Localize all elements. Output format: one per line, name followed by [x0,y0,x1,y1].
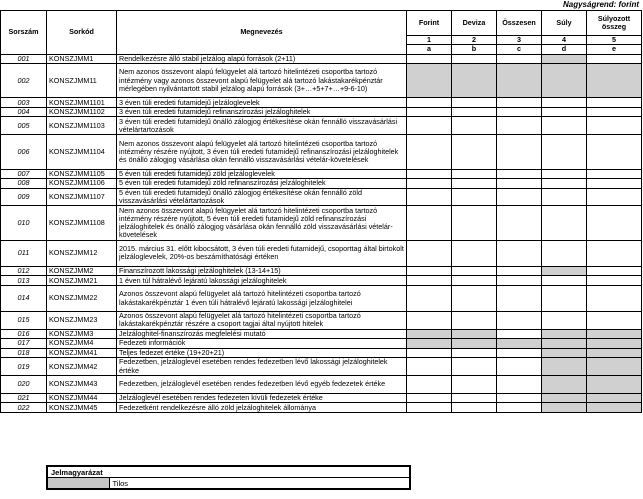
header-num-3: 3 [497,36,542,45]
cell-sulyozott[interactable] [587,169,642,179]
header-sorszam: Sorszám [1,11,47,55]
row-number: 013 [1,276,47,286]
row-number: 004 [1,107,47,117]
cell-deviza[interactable] [452,135,497,169]
cell-suly [542,339,587,349]
cell-sulyozott[interactable] [587,240,642,266]
report-table [0,10,642,413]
cell-forint[interactable] [407,135,452,169]
row-code: KONSZJMM42 [47,358,117,376]
legend-grey-label: Tilos [109,478,410,490]
cell-forint[interactable] [407,358,452,376]
cell-sulyozott[interactable] [587,266,642,276]
cell-deviza[interactable] [452,98,497,108]
row-code: KONSZJMM4 [47,339,117,349]
header-num-5: 5 [587,36,642,45]
header-megnevezes: Megnevezés [117,11,407,55]
cell-deviza[interactable] [452,266,497,276]
row-number: 015 [1,312,47,330]
cell-forint[interactable] [407,403,452,413]
header-col-deviza: Deviza [452,11,497,36]
cell-osszesen [497,339,542,349]
cell-suly[interactable] [542,135,587,169]
row-code: KONSZJMM2 [47,266,117,276]
cell-osszesen[interactable] [497,276,542,286]
cell-forint[interactable] [407,240,452,266]
cell-suly [542,54,587,64]
cell-forint[interactable] [407,266,452,276]
table-row [1,276,642,286]
row-code: KONSZJMM21 [47,276,117,286]
row-code: KONSZJMM1108 [47,206,117,240]
cell-forint [407,339,452,349]
cell-sulyozott [587,393,642,403]
cell-deviza[interactable] [452,188,497,206]
cell-sulyozott[interactable] [587,276,642,286]
cell-forint[interactable] [407,312,452,330]
row-code: KONSZJMM1107 [47,188,117,206]
row-code: KONSZJMM41 [47,348,117,358]
table-row [1,376,642,394]
legend-title: Jelmagyarázat [47,466,410,478]
cell-forint[interactable] [407,206,452,240]
row-code: KONSZJMM43 [47,376,117,394]
row-code: KONSZJMM1103 [47,117,117,135]
cell-sulyozott[interactable] [587,179,642,189]
row-code: KONSZJMM1101 [47,98,117,108]
row-code: KONSZJMM12 [47,240,117,266]
cell-forint[interactable] [407,376,452,394]
row-description: 3 éven túli eredeti futamidejű önálló zálogjog értékesítése okán fennálló visszavásárlási vételártartozások [117,117,407,135]
row-description: Azonos összevont alapú felügyelet alá tartozó hitelintézeti csoportba tartozó lakástakarékpénztár 1 éven túli hátralévő lejáratú lakossági jelzáloghitelei [117,285,407,311]
row-description: Jelzáloglevél esetében rendes fedezeten kívüli fedezetek értéke [117,393,407,403]
cell-sulyozott[interactable] [587,117,642,135]
cell-osszesen[interactable] [497,312,542,330]
cell-sulyozott [587,339,642,349]
cell-forint[interactable] [407,107,452,117]
table-row [1,285,642,311]
row-number: 008 [1,179,47,189]
table-row [1,117,642,135]
row-number: 022 [1,403,47,413]
row-code: KONSZJMM1104 [47,135,117,169]
cell-suly[interactable] [542,206,587,240]
cell-deviza [452,329,497,339]
header-col-osszesen: Összesen [497,11,542,36]
cell-forint[interactable] [407,188,452,206]
header-col-sulyozott: Súlyozott összeg [587,11,642,36]
table-row [1,98,642,108]
cell-sulyozott[interactable] [587,188,642,206]
table-body [1,54,642,412]
row-description: 5 éven túli eredeti futamidejű zöld refinanszírozási jelzáloghitelek [117,179,407,189]
row-description: Fedezetben, jelzáloglevél esetében rendes fedezetben lévő egyéb fedezetek értéke [117,376,407,394]
cell-deviza[interactable] [452,312,497,330]
cell-osszesen[interactable] [497,98,542,108]
table-row [1,107,642,117]
cell-osszesen[interactable] [497,188,542,206]
cell-osszesen[interactable] [497,358,542,376]
cell-osszesen[interactable] [497,266,542,276]
cell-suly [542,358,587,376]
cell-suly [542,403,587,413]
cell-osszesen[interactable] [497,348,542,358]
row-code: KONSZJMM22 [47,285,117,311]
row-description: Nem azonos összevont alapú felügyelet alá tartozó hitelintézeti csoportba tartozó intézmény vagy azonos összevont alapú felügyelet alá tartozó lakástakarékpénztár mérlegében nyilvántartott stabil jelzálog alapú források (3+…+5+7+…+9-6-10) [117,64,407,98]
cell-sulyozott[interactable] [587,312,642,330]
table-row [1,188,642,206]
row-number: 010 [1,206,47,240]
row-number: 016 [1,329,47,339]
cell-forint[interactable] [407,285,452,311]
cell-deviza[interactable] [452,276,497,286]
cell-osszesen[interactable] [497,403,542,413]
table-row [1,240,642,266]
table-row [1,179,642,189]
cell-suly [542,64,587,98]
row-description: Rendelkezésre álló stabil jelzálog alapú források (2+11) [117,54,407,64]
legend-grey-swatch [47,478,109,490]
cell-suly[interactable] [542,240,587,266]
row-code: KONSZJMM1 [47,54,117,64]
row-code: KONSZJMM23 [47,312,117,330]
cell-deviza[interactable] [452,169,497,179]
unit-note: Nagyságrend: forint [562,0,639,9]
row-number: 017 [1,339,47,349]
cell-sulyozott [587,64,642,98]
cell-deviza[interactable] [452,393,497,403]
cell-osszesen[interactable] [497,329,542,339]
cell-osszesen[interactable] [497,54,542,64]
cell-osszesen[interactable] [497,240,542,266]
cell-deviza[interactable] [452,206,497,240]
cell-sulyozott[interactable] [587,135,642,169]
cell-suly[interactable] [542,285,587,311]
row-number: 009 [1,188,47,206]
row-number: 014 [1,285,47,311]
row-description: Finanszírozott lakossági jelzáloghitelek (13-14+15) [117,266,407,276]
cell-forint[interactable] [407,179,452,189]
header-num-4: 4 [542,36,587,45]
cell-deviza[interactable] [452,54,497,64]
cell-forint[interactable] [407,117,452,135]
cell-suly[interactable] [542,188,587,206]
table-row [1,329,642,339]
row-code: KONSZJMM11 [47,64,117,98]
table-row [1,339,642,349]
cell-deviza[interactable] [452,107,497,117]
row-number: 006 [1,135,47,169]
cell-sulyozott[interactable] [587,285,642,311]
row-description: Fedezetként rendelkezésre álló zöld jelzáloghitelek állománya [117,403,407,413]
cell-forint[interactable] [407,348,452,358]
cell-deviza[interactable] [452,403,497,413]
row-description: Jelzáloghitel-finanszírozás megfelelési mutató [117,329,407,339]
cell-sulyozott[interactable] [587,98,642,108]
table-row [1,64,642,98]
row-number: 002 [1,64,47,98]
cell-suly [542,348,587,358]
cell-sulyozott[interactable] [587,54,642,64]
row-number: 011 [1,240,47,266]
cell-osszesen[interactable] [497,107,542,117]
cell-osszesen[interactable] [497,393,542,403]
row-description: Nem azonos összevont alapú felügyelet alá tartozó hitelintézeti csoportba tartozó intézmény részére nyújtott, 3 éven túli eredeti futamidejű refinanszírozási jelzáloghitelek és önálló zálogjog vásárlása okán fennálló visszavásárlási vételár-követelések [117,135,407,169]
table-row [1,169,642,179]
table-row [1,358,642,376]
cell-sulyozott [587,358,642,376]
cell-deviza [452,339,497,349]
cell-deviza[interactable] [452,358,497,376]
cell-suly [542,266,587,276]
cell-osszesen[interactable] [497,206,542,240]
header-sorkod: Sorkód [47,11,117,55]
cell-forint[interactable] [407,98,452,108]
row-code: KONSZJMM3 [47,329,117,339]
cell-suly[interactable] [542,107,587,117]
header-letter-c: c [497,45,542,54]
row-description: Nem azonos összevont alapú felügyelet alá tartozó hitelintézeti csoportba tartozó intézmény részére nyújtott, 5 éven túli eredeti futamidejű zöld refinanszírozási jelzáloghitelek és önálló zálogjog vásárlása okán fennálló zöld visszavásárlási vételár-követelések [117,206,407,240]
cell-osszesen[interactable] [497,117,542,135]
header-letter-b: b [452,45,497,54]
row-description: 3 éven túli eredeti futamidejű refinanszírozási jelzáloghitelek [117,107,407,117]
table-row [1,403,642,413]
cell-suly [542,393,587,403]
row-number: 001 [1,54,47,64]
row-code: KONSZJMM44 [47,393,117,403]
cell-deviza [452,64,497,98]
cell-suly[interactable] [542,312,587,330]
header-letter-d: d [542,45,587,54]
row-description: Fedezetben, jelzáloglevél esetében rendes fedezetben lévő lakossági jelzáloghitelek értéke [117,358,407,376]
header-num-2: 2 [452,36,497,45]
row-number: 018 [1,348,47,358]
cell-forint [407,64,452,98]
cell-osszesen[interactable] [497,376,542,394]
header-col-suly: Súly [542,11,587,36]
cell-sulyozott[interactable] [587,107,642,117]
cell-osszesen[interactable] [497,135,542,169]
cell-suly[interactable] [542,169,587,179]
cell-suly [542,329,587,339]
table-row [1,206,642,240]
cell-suly[interactable] [542,117,587,135]
cell-suly [542,376,587,394]
cell-forint[interactable] [407,276,452,286]
cell-osszesen[interactable] [497,169,542,179]
table-row [1,266,642,276]
cell-forint[interactable] [407,393,452,403]
cell-suly[interactable] [542,276,587,286]
table-row [1,312,642,330]
row-code: KONSZJMM1106 [47,179,117,189]
cell-deviza[interactable] [452,179,497,189]
row-number: 003 [1,98,47,108]
cell-deviza[interactable] [452,240,497,266]
cell-osszesen[interactable] [497,179,542,189]
legend [46,465,411,490]
row-description: 5 éven túli eredeti futamidejű zöld jelzáloglevelek [117,169,407,179]
cell-suly[interactable] [542,98,587,108]
row-code: KONSZJMM1102 [47,107,117,117]
row-description: Fedezeti információk [117,339,407,349]
cell-osszesen [497,64,542,98]
cell-sulyozott [587,376,642,394]
cell-forint [407,329,452,339]
cell-osszesen[interactable] [497,285,542,311]
cell-sulyozott [587,403,642,413]
row-number: 019 [1,358,47,376]
cell-sulyozott[interactable] [587,206,642,240]
cell-sulyozott [587,329,642,339]
row-description: Azonos összevont alapú felügyelet alá tartozó hitelintézeti csoportba tartozó lakástakarékpénztár részére a csoport tagjai által nyújtott hitelek [117,312,407,330]
table-row [1,393,642,403]
header-col-forint: Forint [407,11,452,36]
row-number: 012 [1,266,47,276]
cell-suly[interactable] [542,179,587,189]
row-description: 2015. március 31. előtt kibocsátott, 3 éven túli eredeti futamidejű, csoporttag által birtokolt jelzáloglevelek, 20%-os beszámíthatósági értéken [117,240,407,266]
row-description: 1 éven túl hátralévő lejáratú lakossági jelzáloghitelek [117,276,407,286]
table-row [1,54,642,64]
header-letter-e: e [587,45,642,54]
row-code: KONSZJMM45 [47,403,117,413]
header-letter-a: a [407,45,452,54]
row-description: 3 éven túli eredeti futamidejű jelzáloglevelek [117,98,407,108]
cell-deviza[interactable] [452,285,497,311]
row-number: 020 [1,376,47,394]
row-number: 005 [1,117,47,135]
cell-sulyozott [587,348,642,358]
cell-deviza[interactable] [452,117,497,135]
table-row [1,348,642,358]
table-row [1,135,642,169]
header-num-1: 1 [407,36,452,45]
row-number: 007 [1,169,47,179]
cell-forint[interactable] [407,169,452,179]
row-description: Teljes fedezet értéke (19+20+21) [117,348,407,358]
row-description: 5 éven túli eredeti futamidejű önálló zálogjog értékesítése okán fennálló zöld visszavásárlási vételártartozások [117,188,407,206]
cell-deviza[interactable] [452,348,497,358]
row-number: 021 [1,393,47,403]
cell-forint[interactable] [407,54,452,64]
cell-deviza[interactable] [452,376,497,394]
row-code: KONSZJMM1105 [47,169,117,179]
